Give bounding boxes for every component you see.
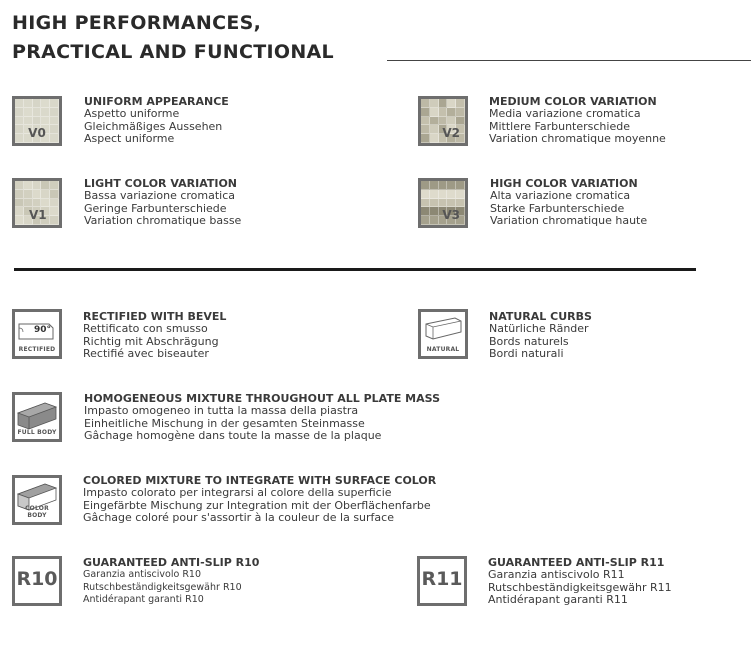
feature-french: Rectifié avec biseauter [83,346,209,360]
tile-cell [24,199,33,208]
feature-german: Eingefärbte Mischung zur Integration mit der Oberflächenfarbe [83,498,431,512]
feature-french: Antidérapant garanti R10 [83,593,204,605]
icon-caption: COLOR BODY [25,505,49,519]
high-variation-tile-icon [418,178,468,228]
title-underline [387,60,751,61]
tile-cell [439,190,448,199]
tile-cell [50,199,59,208]
feature-french: Antidérapant garanti R11 [488,592,628,606]
variation-italian: Media variazione cromatica [489,107,641,121]
tile-cell [439,108,448,117]
variation-text [84,178,241,227]
tile-cell [41,190,50,199]
variation-french: Aspect uniforme [84,131,175,145]
variation-german: Gleichmäßiges Aussehen [84,119,223,133]
tile-cell [33,190,42,199]
tile-cell [41,99,50,108]
feature-heading: HOMOGENEOUS MIXTURE THROUGHOUT ALL PLATE MASS [84,392,440,405]
tile-cell [456,181,465,190]
tile-cell [41,117,50,126]
tile-cell [456,199,465,208]
tile-code-label: V2 [442,126,460,140]
tile-cell [456,99,465,108]
tile-cell [15,190,24,199]
feature-text [489,311,592,360]
tile-cell [421,190,430,199]
anti-slip-code: R11 [421,568,463,590]
tile-cell [41,199,50,208]
tile-code-label: V3 [442,208,460,222]
tile-cell [33,108,42,117]
feature-text [83,311,226,360]
tile-cell [33,199,42,208]
variation-german: Starke Farbunterschiede [490,201,625,215]
variation-french: Variation chromatique moyenne [489,131,666,145]
tile-cell [456,190,465,199]
tile-cell [41,181,50,190]
feature-text [83,557,259,606]
uniform-tile-icon [12,96,62,146]
feature-text [83,475,436,524]
feature-italian: Rettificato con smusso [83,322,208,336]
feature-french: Gâchage homogène dans toute la masse de la plaque [84,428,382,442]
variation-italian: Bassa variazione cromatica [84,189,236,203]
medium-variation-tile-icon [418,96,468,146]
tile-cell [456,117,465,126]
tile-cell [33,99,42,108]
tile-cell [24,99,33,108]
tile-cell [50,190,59,199]
feature-german: Rutschbeständigkeitsgewähr R11 [488,580,672,594]
tile-cell [447,117,456,126]
icon-caption: FULL BODY [17,429,57,436]
natural-edge-icon [418,309,468,359]
variation-text [489,96,666,145]
tile-cell [50,117,59,126]
tile-cell [439,99,448,108]
variation-heading: UNIFORM APPEARANCE [84,95,229,108]
icon-caption: RECTIFIED [18,346,56,353]
full-body-icon [12,392,62,442]
tile-cell [430,181,439,190]
tile-code-label: V0 [28,126,46,140]
tile-cell [439,117,448,126]
feature-german: Einheitliche Mischung in der gesamten Steinmasse [84,416,365,430]
variation-heading: LIGHT COLOR VARIATION [84,177,238,190]
tile-cell [33,117,42,126]
tile-cell [50,99,59,108]
variation-heading: MEDIUM COLOR VARIATION [489,95,657,108]
tile-cell [50,181,59,190]
variation-french: Variation chromatique haute [490,213,648,227]
icon-caption: NATURAL [426,346,460,353]
tile-cell [15,199,24,208]
tile-cell [421,117,430,126]
tile-cell [421,199,430,208]
tile-cell [430,108,439,117]
tile-cell [439,181,448,190]
anti-slip-r11-icon [417,556,467,606]
variation-heading: HIGH COLOR VARIATION [490,177,638,190]
tile-cell [430,190,439,199]
feature-italian: Garanzia antiscivolo R10 [83,569,202,581]
variation-text [490,178,647,227]
feature-heading: GUARANTEED ANTI-SLIP R10 [83,556,260,569]
tile-cell [24,190,33,199]
feature-french: Bordi naturali [489,346,564,360]
tile-cell [421,181,430,190]
tile-cell [430,117,439,126]
tile-cell [447,99,456,108]
title-line-2: PRACTICAL AND FUNCTIONAL [12,41,334,63]
variation-italian: Alta variazione cromatica [490,189,631,203]
variation-german: Mittlere Farbunterschiede [489,119,630,133]
tile-cell [456,108,465,117]
anti-slip-r10-icon [12,556,62,606]
tile-cell [15,108,24,117]
tile-cell [33,181,42,190]
variation-text [84,96,229,145]
tile-cell [421,108,430,117]
section-divider [14,268,696,271]
tile-cell [24,181,33,190]
tile-cell [430,199,439,208]
tile-cell [24,117,33,126]
variation-italian: Aspetto uniforme [84,107,180,121]
feature-text [84,393,440,442]
title-line-1: HIGH PERFORMANCES, [12,12,262,34]
tile-cell [24,108,33,117]
feature-text [488,557,672,606]
page-title [12,9,334,67]
tile-cell [447,190,456,199]
tile-code-label: V1 [29,208,47,222]
feature-german: Rutschbeständigkeitsgewähr R10 [83,581,242,593]
feature-italian: Natürliche Ränder [489,322,589,336]
tile-cell [447,108,456,117]
feature-heading: RECTIFIED WITH BEVEL [83,310,227,323]
anti-slip-code: R10 [16,568,58,590]
feature-italian: Impasto omogeneo in tutta la massa della piastra [84,404,359,418]
tile-cell [447,199,456,208]
feature-italian: Garanzia antiscivolo R11 [488,568,625,582]
feature-german: Bords naturels [489,334,569,348]
tile-cell [447,181,456,190]
tile-cell [50,108,59,117]
feature-heading: GUARANTEED ANTI-SLIP R11 [488,556,665,569]
tile-cell [41,108,50,117]
rectified-icon [12,309,62,359]
tile-cell [15,181,24,190]
angle-label: 90° [34,325,52,335]
tile-cell [15,99,24,108]
feature-heading: NATURAL CURBS [489,310,592,323]
variation-french: Variation chromatique basse [84,213,242,227]
tile-cell [430,99,439,108]
tile-cell [439,199,448,208]
feature-german: Richtig mit Abschrägung [83,334,219,348]
feature-heading: COLORED MIXTURE TO INTEGRATE WITH SURFACE COLOR [83,474,437,487]
tile-cell [421,99,430,108]
variation-german: Geringe Farbunterschiede [84,201,227,215]
light-variation-tile-icon [12,178,62,228]
feature-french: Gâchage coloré pour s'assortir à la couleur de la surface [83,510,394,524]
feature-italian: Impasto colorato per integrarsi al colore della superficie [83,486,392,500]
tile-cell [15,117,24,126]
color-body-icon [12,475,62,525]
